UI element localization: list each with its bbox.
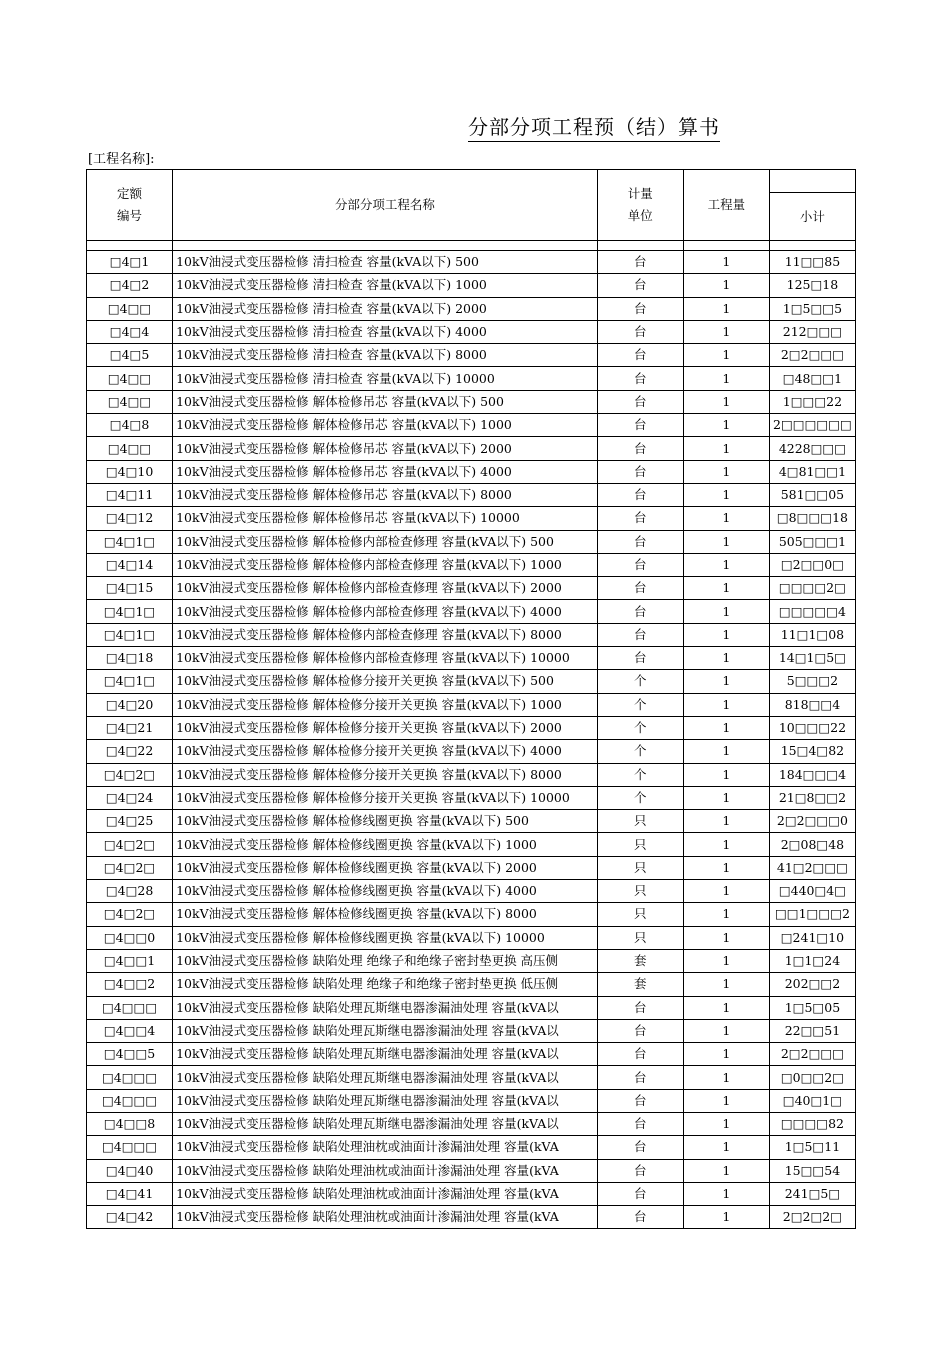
table-row bbox=[87, 274, 856, 297]
table-row bbox=[87, 926, 856, 949]
row-name: 10kV油浸式变压器检修 清扫检查 容量(kVA以下) 500 bbox=[173, 251, 598, 274]
project-name-label: [工程名称]: bbox=[88, 152, 155, 167]
row-name: 10kV油浸式变压器检修 解体检修吊芯 容量(kVA以下) 2000 bbox=[173, 437, 598, 460]
table-row bbox=[87, 786, 856, 809]
row-unit: 只 bbox=[597, 903, 683, 926]
row-subtotal: 2□2□□□ bbox=[769, 1043, 855, 1066]
row-unit: 台 bbox=[597, 996, 683, 1019]
row-unit: 只 bbox=[597, 833, 683, 856]
row-subtotal: 15□□54 bbox=[769, 1159, 855, 1182]
row-subtotal: □40□1□ bbox=[769, 1089, 855, 1112]
row-subtotal: 2□2□□□0 bbox=[769, 810, 855, 833]
row-subtotal: 14□1□5□ bbox=[769, 647, 855, 670]
row-subtotal: 5□□□2 bbox=[769, 670, 855, 693]
header-unit: 计量 单位 bbox=[597, 170, 683, 241]
row-name: 10kV油浸式变压器检修 清扫检查 容量(kVA以下) 4000 bbox=[173, 320, 598, 343]
row-subtotal: 1□1□24 bbox=[769, 949, 855, 972]
row-qty: 1 bbox=[683, 1043, 769, 1066]
table-row bbox=[87, 344, 856, 367]
row-code: □4□2□ bbox=[87, 856, 173, 879]
row-subtotal: □241□10 bbox=[769, 926, 855, 949]
row-qty: 1 bbox=[683, 320, 769, 343]
row-code: □4□18 bbox=[87, 647, 173, 670]
row-qty: 1 bbox=[683, 926, 769, 949]
row-code: □4□42 bbox=[87, 1206, 173, 1229]
row-unit: 台 bbox=[597, 1112, 683, 1135]
row-name: 10kV油浸式变压器检修 解体检修线圈更换 容量(kVA以下) 1000 bbox=[173, 833, 598, 856]
row-unit: 台 bbox=[597, 320, 683, 343]
table-row bbox=[87, 949, 856, 972]
table-row bbox=[87, 1206, 856, 1229]
table-row bbox=[87, 693, 856, 716]
row-name: 10kV油浸式变压器检修 缺陷处理油枕或油面计渗漏油处理 容量(kVA bbox=[173, 1182, 598, 1205]
row-name: 10kV油浸式变压器检修 解体检修吊芯 容量(kVA以下) 4000 bbox=[173, 460, 598, 483]
header-name: 分部分项工程名称 bbox=[173, 170, 598, 241]
row-name: 10kV油浸式变压器检修 解体检修线圈更换 容量(kVA以下) 4000 bbox=[173, 880, 598, 903]
row-unit: 个 bbox=[597, 693, 683, 716]
row-unit: 台 bbox=[597, 623, 683, 646]
row-unit: 台 bbox=[597, 390, 683, 413]
row-unit: 台 bbox=[597, 1206, 683, 1229]
row-unit: 台 bbox=[597, 483, 683, 506]
row-name: 10kV油浸式变压器检修 缺陷处理瓦斯继电器渗漏油处理 容量(kVA以 bbox=[173, 1112, 598, 1135]
row-code: □4□21 bbox=[87, 716, 173, 739]
row-name: 10kV油浸式变压器检修 缺陷处理油枕或油面计渗漏油处理 容量(kVA bbox=[173, 1136, 598, 1159]
table-row bbox=[87, 647, 856, 670]
row-qty: 1 bbox=[683, 460, 769, 483]
row-unit: 个 bbox=[597, 716, 683, 739]
row-code: □4□□□ bbox=[87, 1089, 173, 1112]
row-unit: 台 bbox=[597, 1136, 683, 1159]
row-qty: 1 bbox=[683, 367, 769, 390]
table-row bbox=[87, 320, 856, 343]
row-code: □4□1□ bbox=[87, 623, 173, 646]
table-row bbox=[87, 716, 856, 739]
row-qty: 1 bbox=[683, 716, 769, 739]
row-code: □4□□1 bbox=[87, 949, 173, 972]
row-name: 10kV油浸式变压器检修 解体检修吊芯 容量(kVA以下) 1000 bbox=[173, 414, 598, 437]
row-unit: 台 bbox=[597, 553, 683, 576]
row-name: 10kV油浸式变压器检修 缺陷处理油枕或油面计渗漏油处理 容量(kVA bbox=[173, 1206, 598, 1229]
row-qty: 1 bbox=[683, 577, 769, 600]
row-name: 10kV油浸式变压器检修 解体检修分接开关更换 容量(kVA以下) 8000 bbox=[173, 763, 598, 786]
row-qty: 1 bbox=[683, 1206, 769, 1229]
row-unit: 台 bbox=[597, 251, 683, 274]
row-subtotal: 22□□51 bbox=[769, 1019, 855, 1042]
row-name: 10kV油浸式变压器检修 解体检修线圈更换 容量(kVA以下) 10000 bbox=[173, 926, 598, 949]
row-unit: 台 bbox=[597, 647, 683, 670]
row-code: □4□1□ bbox=[87, 600, 173, 623]
row-qty: 1 bbox=[683, 949, 769, 972]
row-subtotal: 11□1□08 bbox=[769, 623, 855, 646]
row-subtotal: 11□□85 bbox=[769, 251, 855, 274]
table-row bbox=[87, 996, 856, 1019]
row-subtotal: □□□□□4 bbox=[769, 600, 855, 623]
row-code: □4□41 bbox=[87, 1182, 173, 1205]
row-code: □4□24 bbox=[87, 786, 173, 809]
row-subtotal: 241□5□ bbox=[769, 1182, 855, 1205]
row-name: 10kV油浸式变压器检修 解体检修吊芯 容量(kVA以下) 10000 bbox=[173, 507, 598, 530]
table-row bbox=[87, 670, 856, 693]
row-name: 10kV油浸式变压器检修 解体检修分接开关更换 容量(kVA以下) 1000 bbox=[173, 693, 598, 716]
row-subtotal: 15□4□82 bbox=[769, 740, 855, 763]
row-name: 10kV油浸式变压器检修 清扫检查 容量(kVA以下) 10000 bbox=[173, 367, 598, 390]
row-code: □4□12 bbox=[87, 507, 173, 530]
table-row bbox=[87, 833, 856, 856]
row-code: □4□2 bbox=[87, 274, 173, 297]
row-subtotal: 212□□□ bbox=[769, 320, 855, 343]
row-code: □4□□ bbox=[87, 297, 173, 320]
table-row bbox=[87, 1136, 856, 1159]
row-qty: 1 bbox=[683, 1182, 769, 1205]
table-row bbox=[87, 600, 856, 623]
row-subtotal: 1□5□11 bbox=[769, 1136, 855, 1159]
row-qty: 1 bbox=[683, 1112, 769, 1135]
row-qty: 1 bbox=[683, 437, 769, 460]
row-qty: 1 bbox=[683, 390, 769, 413]
row-code: □4□□□ bbox=[87, 1066, 173, 1089]
row-subtotal: □48□□1 bbox=[769, 367, 855, 390]
row-subtotal: 1□5□05 bbox=[769, 996, 855, 1019]
row-qty: 1 bbox=[683, 810, 769, 833]
row-subtotal: 21□8□□2 bbox=[769, 786, 855, 809]
row-subtotal: □0□□2□ bbox=[769, 1066, 855, 1089]
table-row bbox=[87, 460, 856, 483]
row-code: □4□2□ bbox=[87, 903, 173, 926]
row-unit: 台 bbox=[597, 274, 683, 297]
row-qty: 1 bbox=[683, 600, 769, 623]
row-code: □4□□8 bbox=[87, 1112, 173, 1135]
row-code: □4□2□ bbox=[87, 833, 173, 856]
row-name: 10kV油浸式变压器检修 解体检修线圈更换 容量(kVA以下) 500 bbox=[173, 810, 598, 833]
row-qty: 1 bbox=[683, 903, 769, 926]
row-code: □4□□□ bbox=[87, 996, 173, 1019]
row-qty: 1 bbox=[683, 1089, 769, 1112]
row-unit: 台 bbox=[597, 1043, 683, 1066]
row-qty: 1 bbox=[683, 1136, 769, 1159]
table-row bbox=[87, 856, 856, 879]
row-unit: 台 bbox=[597, 507, 683, 530]
table-row bbox=[87, 251, 856, 274]
header-blank bbox=[769, 170, 855, 193]
row-unit: 套 bbox=[597, 973, 683, 996]
row-name: 10kV油浸式变压器检修 缺陷处理 绝缘子和绝缘子密封垫更换 高压侧 bbox=[173, 949, 598, 972]
row-code: □4□20 bbox=[87, 693, 173, 716]
table-body bbox=[87, 251, 856, 1229]
row-unit: 台 bbox=[597, 344, 683, 367]
row-name: 10kV油浸式变压器检修 解体检修内部检查修理 容量(kVA以下) 8000 bbox=[173, 623, 598, 646]
row-subtotal: 2□2□□□ bbox=[769, 344, 855, 367]
row-name: 10kV油浸式变压器检修 解体检修内部检查修理 容量(kVA以下) 2000 bbox=[173, 577, 598, 600]
row-qty: 1 bbox=[683, 786, 769, 809]
table-row bbox=[87, 1182, 856, 1205]
row-name: 10kV油浸式变压器检修 解体检修线圈更换 容量(kVA以下) 2000 bbox=[173, 856, 598, 879]
table-row bbox=[87, 1159, 856, 1182]
row-name: 10kV油浸式变压器检修 解体检修分接开关更换 容量(kVA以下) 500 bbox=[173, 670, 598, 693]
row-name: 10kV油浸式变压器检修 缺陷处理油枕或油面计渗漏油处理 容量(kVA bbox=[173, 1159, 598, 1182]
row-unit: 台 bbox=[597, 437, 683, 460]
row-unit: 台 bbox=[597, 414, 683, 437]
row-name: 10kV油浸式变压器检修 清扫检查 容量(kVA以下) 8000 bbox=[173, 344, 598, 367]
table-row bbox=[87, 810, 856, 833]
row-code: □4□1 bbox=[87, 251, 173, 274]
row-code: □4□2□ bbox=[87, 763, 173, 786]
row-name: 10kV油浸式变压器检修 解体检修内部检查修理 容量(kVA以下) 500 bbox=[173, 530, 598, 553]
table-row bbox=[87, 1112, 856, 1135]
row-unit: 台 bbox=[597, 460, 683, 483]
row-qty: 1 bbox=[683, 973, 769, 996]
table-row bbox=[87, 390, 856, 413]
row-code: □4□22 bbox=[87, 740, 173, 763]
row-qty: 1 bbox=[683, 1019, 769, 1042]
row-name: 10kV油浸式变压器检修 清扫检查 容量(kVA以下) 2000 bbox=[173, 297, 598, 320]
row-unit: 套 bbox=[597, 949, 683, 972]
row-code: □4□□□ bbox=[87, 1136, 173, 1159]
row-name: 10kV油浸式变压器检修 解体检修吊芯 容量(kVA以下) 500 bbox=[173, 390, 598, 413]
row-qty: 1 bbox=[683, 647, 769, 670]
row-qty: 1 bbox=[683, 833, 769, 856]
row-unit: 个 bbox=[597, 763, 683, 786]
row-unit: 只 bbox=[597, 810, 683, 833]
row-unit: 台 bbox=[597, 600, 683, 623]
row-code: □4□□ bbox=[87, 390, 173, 413]
row-unit: 只 bbox=[597, 856, 683, 879]
row-subtotal: □440□4□ bbox=[769, 880, 855, 903]
row-code: □4□□ bbox=[87, 437, 173, 460]
table-row bbox=[87, 414, 856, 437]
header-qty: 工程量 bbox=[683, 170, 769, 241]
row-code: □4□8 bbox=[87, 414, 173, 437]
row-name: 10kV油浸式变压器检修 缺陷处理瓦斯继电器渗漏油处理 容量(kVA以 bbox=[173, 1043, 598, 1066]
row-unit: 台 bbox=[597, 1089, 683, 1112]
row-subtotal: 125□18 bbox=[769, 274, 855, 297]
row-unit: 台 bbox=[597, 1182, 683, 1205]
row-code: □4□14 bbox=[87, 553, 173, 576]
row-subtotal: 202□□2 bbox=[769, 973, 855, 996]
row-qty: 1 bbox=[683, 507, 769, 530]
row-name: 10kV油浸式变压器检修 解体检修分接开关更换 容量(kVA以下) 2000 bbox=[173, 716, 598, 739]
table-row bbox=[87, 1066, 856, 1089]
row-qty: 1 bbox=[683, 623, 769, 646]
row-qty: 1 bbox=[683, 414, 769, 437]
table-row bbox=[87, 553, 856, 576]
table-row bbox=[87, 577, 856, 600]
row-name: 10kV油浸式变压器检修 解体检修分接开关更换 容量(kVA以下) 10000 bbox=[173, 786, 598, 809]
row-name: 10kV油浸式变压器检修 缺陷处理瓦斯继电器渗漏油处理 容量(kVA以 bbox=[173, 1066, 598, 1089]
row-qty: 1 bbox=[683, 274, 769, 297]
row-unit: 台 bbox=[597, 1019, 683, 1042]
table-row bbox=[87, 973, 856, 996]
row-code: □4□4 bbox=[87, 320, 173, 343]
row-qty: 1 bbox=[683, 1066, 769, 1089]
row-unit: 台 bbox=[597, 1066, 683, 1089]
row-subtotal: 2□□□□□□ bbox=[769, 414, 855, 437]
row-subtotal: 41□2□□□ bbox=[769, 856, 855, 879]
row-code: □4□□2 bbox=[87, 973, 173, 996]
row-code: □4□□0 bbox=[87, 926, 173, 949]
row-code: □4□□4 bbox=[87, 1019, 173, 1042]
header-code: 定额 编号 bbox=[87, 170, 173, 241]
table-row bbox=[87, 437, 856, 460]
row-qty: 1 bbox=[683, 1159, 769, 1182]
row-qty: 1 bbox=[683, 856, 769, 879]
row-name: 10kV油浸式变压器检修 解体检修吊芯 容量(kVA以下) 8000 bbox=[173, 483, 598, 506]
row-qty: 1 bbox=[683, 483, 769, 506]
row-qty: 1 bbox=[683, 996, 769, 1019]
row-unit: 台 bbox=[597, 1159, 683, 1182]
row-code: □4□40 bbox=[87, 1159, 173, 1182]
row-subtotal: □□1□□□2 bbox=[769, 903, 855, 926]
row-name: 10kV油浸式变压器检修 缺陷处理瓦斯继电器渗漏油处理 容量(kVA以 bbox=[173, 996, 598, 1019]
row-code: □4□11 bbox=[87, 483, 173, 506]
row-qty: 1 bbox=[683, 693, 769, 716]
row-code: □4□5 bbox=[87, 344, 173, 367]
row-name: 10kV油浸式变压器检修 清扫检查 容量(kVA以下) 1000 bbox=[173, 274, 598, 297]
row-qty: 1 bbox=[683, 763, 769, 786]
table-row bbox=[87, 880, 856, 903]
row-name: 10kV油浸式变压器检修 解体检修分接开关更换 容量(kVA以下) 4000 bbox=[173, 740, 598, 763]
row-subtotal: □8□□□18 bbox=[769, 507, 855, 530]
row-unit: 台 bbox=[597, 530, 683, 553]
row-unit: 只 bbox=[597, 926, 683, 949]
table-row bbox=[87, 903, 856, 926]
header-subtotal: 小计 bbox=[769, 193, 855, 241]
row-name: 10kV油浸式变压器检修 解体检修线圈更换 容量(kVA以下) 8000 bbox=[173, 903, 598, 926]
row-qty: 1 bbox=[683, 670, 769, 693]
row-unit: 只 bbox=[597, 880, 683, 903]
row-qty: 1 bbox=[683, 297, 769, 320]
row-subtotal: 184□□□4 bbox=[769, 763, 855, 786]
row-code: □4□25 bbox=[87, 810, 173, 833]
row-code: □4□28 bbox=[87, 880, 173, 903]
row-name: 10kV油浸式变压器检修 缺陷处理瓦斯继电器渗漏油处理 容量(kVA以 bbox=[173, 1089, 598, 1112]
row-subtotal: □□□□82 bbox=[769, 1112, 855, 1135]
row-subtotal: 2□08□48 bbox=[769, 833, 855, 856]
table-row bbox=[87, 1019, 856, 1042]
row-subtotal: 10□□□22 bbox=[769, 716, 855, 739]
row-name: 10kV油浸式变压器检修 解体检修内部检查修理 容量(kVA以下) 1000 bbox=[173, 553, 598, 576]
row-unit: 台 bbox=[597, 367, 683, 390]
row-unit: 台 bbox=[597, 297, 683, 320]
row-subtotal: 581□□05 bbox=[769, 483, 855, 506]
row-code: □4□1□ bbox=[87, 530, 173, 553]
row-subtotal: 2□2□2□ bbox=[769, 1206, 855, 1229]
row-code: □4□15 bbox=[87, 577, 173, 600]
table-row bbox=[87, 623, 856, 646]
row-code: □4□□5 bbox=[87, 1043, 173, 1066]
row-subtotal: □2□□0□ bbox=[769, 553, 855, 576]
row-code: □4□10 bbox=[87, 460, 173, 483]
row-code: □4□1□ bbox=[87, 670, 173, 693]
table-row bbox=[87, 740, 856, 763]
row-unit: 个 bbox=[597, 740, 683, 763]
row-unit: 台 bbox=[597, 577, 683, 600]
table-row bbox=[87, 530, 856, 553]
row-unit: 个 bbox=[597, 786, 683, 809]
row-subtotal: 4□81□□1 bbox=[769, 460, 855, 483]
row-subtotal: 505□□□1 bbox=[769, 530, 855, 553]
row-name: 10kV油浸式变压器检修 解体检修内部检查修理 容量(kVA以下) 10000 bbox=[173, 647, 598, 670]
table-row bbox=[87, 1043, 856, 1066]
row-qty: 1 bbox=[683, 553, 769, 576]
row-subtotal: 818□□4 bbox=[769, 693, 855, 716]
row-name: 10kV油浸式变压器检修 缺陷处理 绝缘子和绝缘子密封垫更换 低压侧 bbox=[173, 973, 598, 996]
table-row bbox=[87, 763, 856, 786]
header-gap-row bbox=[87, 241, 856, 251]
row-name: 10kV油浸式变压器检修 解体检修内部检查修理 容量(kVA以下) 4000 bbox=[173, 600, 598, 623]
row-qty: 1 bbox=[683, 344, 769, 367]
table-row bbox=[87, 367, 856, 390]
row-code: □4□□ bbox=[87, 367, 173, 390]
row-subtotal: □□□□2□ bbox=[769, 577, 855, 600]
page-title: 分部分项工程预（结）算书 bbox=[468, 114, 720, 142]
row-name: 10kV油浸式变压器检修 缺陷处理瓦斯继电器渗漏油处理 容量(kVA以 bbox=[173, 1019, 598, 1042]
table-row bbox=[87, 1089, 856, 1112]
row-qty: 1 bbox=[683, 880, 769, 903]
row-subtotal: 4228□□□ bbox=[769, 437, 855, 460]
estimate-table bbox=[86, 169, 856, 1229]
row-subtotal: 1□5□□5 bbox=[769, 297, 855, 320]
table-row bbox=[87, 297, 856, 320]
table-row bbox=[87, 507, 856, 530]
row-subtotal: 1□□□22 bbox=[769, 390, 855, 413]
row-unit: 个 bbox=[597, 670, 683, 693]
table-row bbox=[87, 483, 856, 506]
row-qty: 1 bbox=[683, 740, 769, 763]
row-qty: 1 bbox=[683, 251, 769, 274]
row-qty: 1 bbox=[683, 530, 769, 553]
